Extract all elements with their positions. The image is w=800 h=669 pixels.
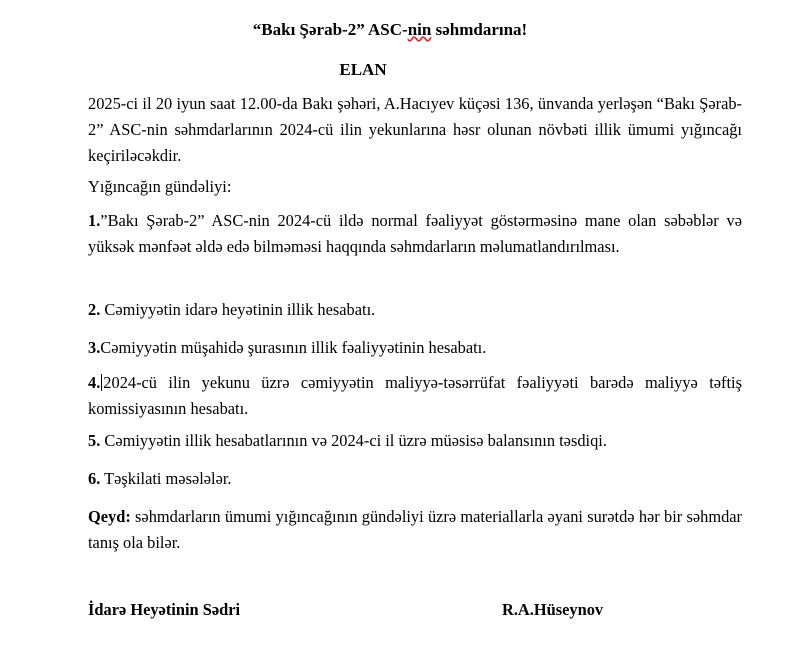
agenda-item-text: Cəmiyyətin illik hesabatlarının və 2024-ci il üzrə müəsisə balansının təsdiqi. bbox=[100, 431, 607, 450]
title-spellcheck-word: nin bbox=[407, 20, 432, 39]
agenda-item-number: 1. bbox=[88, 211, 101, 230]
agenda-item-text: Cəmiyyətin müşahidə şurasının illik fəaliyyətinin hesabatı. bbox=[100, 338, 487, 357]
agenda-item-number: 5. bbox=[88, 431, 101, 450]
agenda-item-number: 3. bbox=[88, 338, 101, 357]
signatory-position: İdarə Heyətinin Sədri bbox=[88, 600, 241, 619]
agenda-item-4 bbox=[88, 370, 742, 422]
note-paragraph bbox=[88, 504, 742, 556]
note-text: səhmdarların ümumi yığıncağının gündəliyi üzrə materiallarla əyani surətdə hər bir səhmdar tanış ola bilər. bbox=[88, 507, 742, 552]
agenda-item-3 bbox=[88, 335, 742, 361]
title-prefix: “Bakı Şərab-2” ASC- bbox=[252, 20, 408, 39]
agenda-item-text: Cəmiyyətin idarə heyətinin illik hesabatı. bbox=[100, 300, 376, 319]
agenda-item-number: 4. bbox=[88, 373, 101, 392]
document-title bbox=[0, 20, 780, 40]
agenda-item-number: 6. bbox=[88, 469, 101, 488]
agenda-item-5 bbox=[88, 428, 742, 454]
intro-paragraph: 2025-ci il 20 iyun saat 12.00-da Bakı şəhəri, A.Hacıyev küçəsi 136, ünvanda yerləşən “Bakı Şərab-2” ASC-nin səhmdarlarının 2024-cü ilin yekunlarına həsr olunan növbəti illik ümumi yığıncağı keçiriləcəkdir. bbox=[88, 94, 742, 165]
note-label: Qeyd: bbox=[88, 507, 131, 526]
agenda-item-number: 2. bbox=[88, 300, 101, 319]
agenda-item-6 bbox=[88, 466, 742, 492]
agenda-item-text: 2024-cü ilin yekunu üzrə cəmiyyətin maliyyə-təsərrüfat fəaliyyəti barədə maliyyə təftiş komissiyasının hesabatı. bbox=[88, 373, 742, 418]
agenda-item-text: ”Bakı Şərab-2” ASC-nin 2024-cü ildə normal fəaliyyət göstərməsinə mane olan səbəblər və yüksək mənfəət əldə edə bilməməsi haqqında səhmdarların məlumatlandırılması. bbox=[88, 211, 742, 256]
signatory-name: R.A.Hüseynov bbox=[502, 600, 604, 619]
agenda-item-2 bbox=[88, 297, 742, 323]
agenda-item-1 bbox=[88, 208, 742, 260]
title-suffix: səhmdarına! bbox=[431, 20, 528, 39]
agenda-label: Yığıncağın gündəliyi: bbox=[88, 177, 232, 196]
announcement-heading: ELAN bbox=[339, 60, 387, 79]
agenda-item-text: Təşkilati məsələlər. bbox=[100, 469, 232, 488]
